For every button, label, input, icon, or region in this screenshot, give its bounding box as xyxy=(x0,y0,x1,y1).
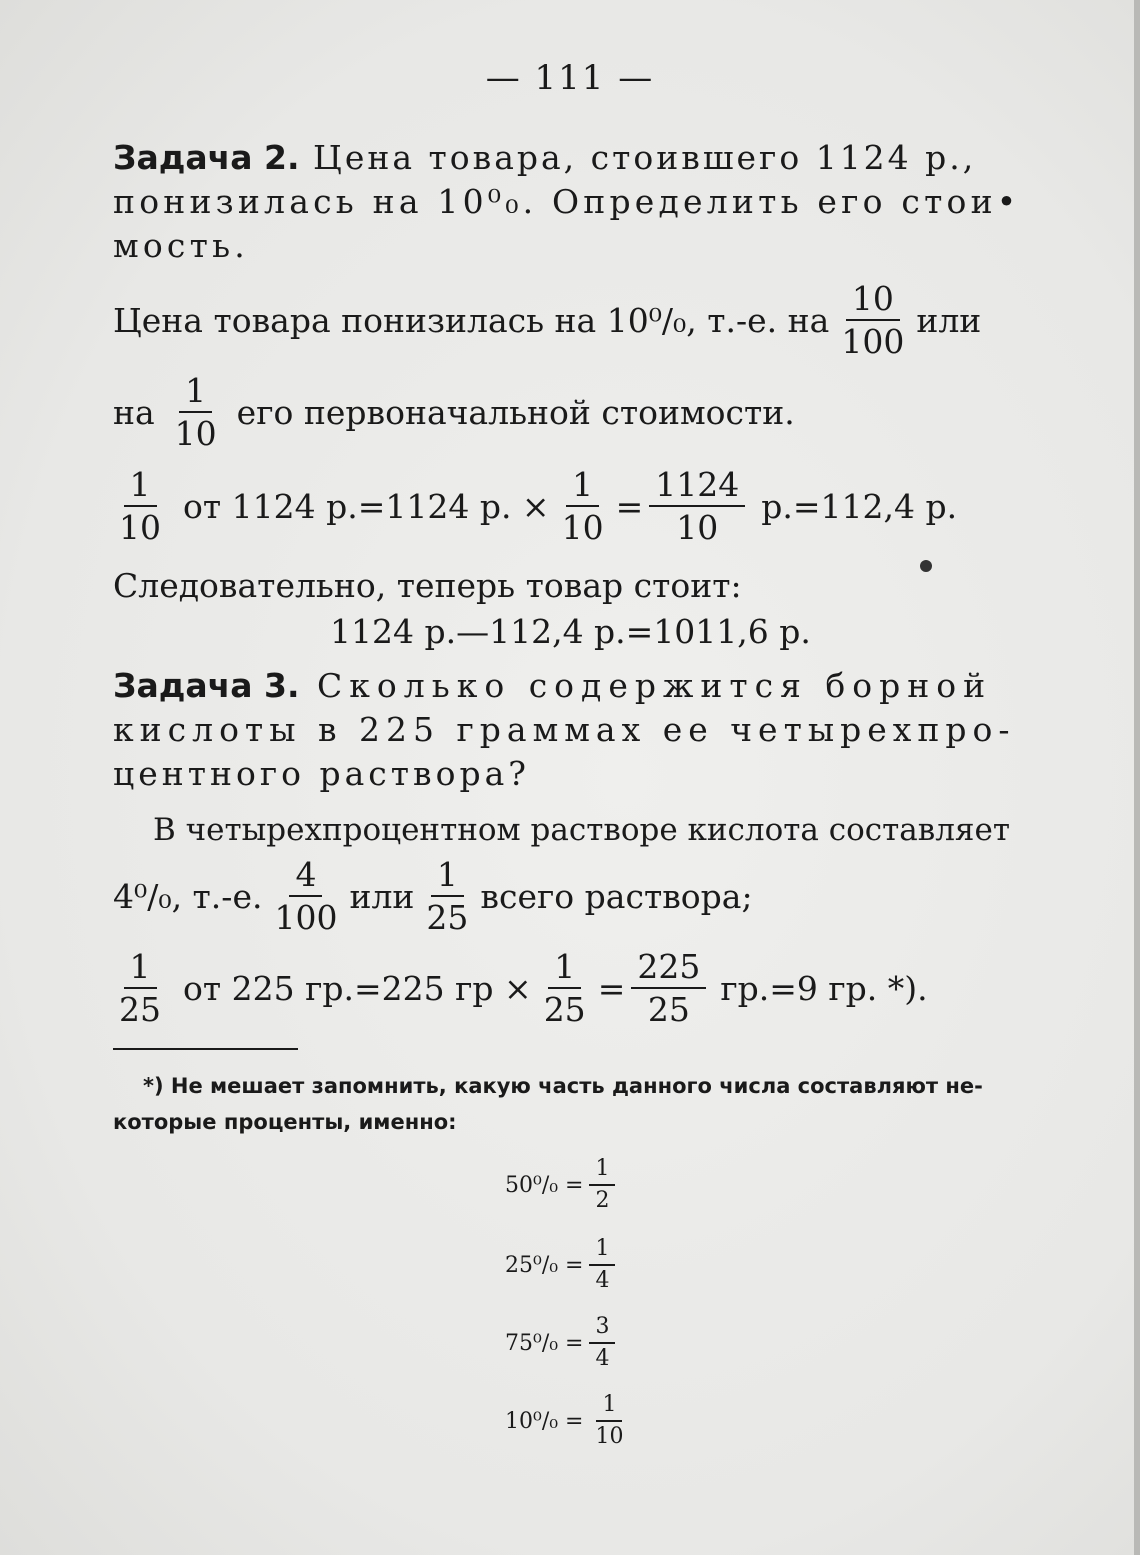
fraction-4-100: $\frac{4}{100}$ xyxy=(274,855,338,937)
eq-fraction-2: $\frac{1}{10}$ xyxy=(561,465,604,547)
task3-text-3: центного раствора? xyxy=(113,754,530,793)
sol2-text-2b: его первоначальной стоимости. xyxy=(236,392,795,432)
task3-text-2: кислоты в 225 граммах ее четырехпро- xyxy=(113,710,1016,749)
sol2-result xyxy=(330,610,930,654)
eq3-fraction-1: $\frac{1}{25}$ xyxy=(119,947,161,1029)
fraction-1-10: $\frac{1}{10}$ xyxy=(174,371,217,453)
eq3-equals: = xyxy=(597,968,626,1008)
task3-label: Задача 3. xyxy=(113,666,300,705)
sol3-text-2b: или xyxy=(349,876,415,916)
page-number: — 111 — xyxy=(485,58,655,98)
task2-label: Задача 2. xyxy=(113,138,300,177)
sol2-line-1 xyxy=(113,279,1053,361)
percent-row-25: 25⁰/₀ = $\frac{1}{4}$ xyxy=(505,1238,621,1292)
eq3-text-a: от 225 гр.=225 гр × xyxy=(183,968,532,1008)
eq3-text-b: гр.=9 гр. *). xyxy=(720,968,928,1008)
sol2-conclusion xyxy=(113,564,1053,608)
eq3-fraction-3: $\frac{225}{25}$ xyxy=(631,950,706,1026)
sol2-text-5: 1124 р.—112,4 р.=1011,6 р. xyxy=(330,612,811,651)
sol2-text-2a: на xyxy=(113,392,155,432)
sol2-text-1a: Цена товара понизилась на 10⁰/₀, т.-е. на xyxy=(113,300,830,340)
task3-statement xyxy=(113,664,1053,796)
sol3-text-2a: 4⁰/₀, т.-е. xyxy=(113,876,263,916)
sol2-text-4: Следовательно, теперь товар стоит: xyxy=(113,566,742,605)
sol2-line-2 xyxy=(113,371,795,453)
sol3-text-2c: всего раствора; xyxy=(480,876,753,916)
task2-statement xyxy=(113,136,1053,268)
eq-fraction-1: $\frac{1}{10}$ xyxy=(119,465,161,547)
percent-row-75: 75⁰/₀ = $\frac{3}{4}$ xyxy=(505,1316,621,1370)
fraction-10-100: $\frac{10}{100}$ xyxy=(841,279,905,361)
footnote-text-2: которые проценты, именно: xyxy=(113,1110,457,1134)
task3-text-1: Сколько содержится борной xyxy=(299,666,993,705)
eq-equals: = xyxy=(615,486,644,526)
task2-text-1: Цена товара, стоившего 1124 р., xyxy=(299,138,977,177)
eq-fraction-3: $\frac{1124}{10}$ xyxy=(649,468,745,544)
sol3-line-2 xyxy=(113,855,753,937)
sol2-equation xyxy=(113,465,958,547)
sol2-text-1b: или xyxy=(916,300,982,340)
footnote-divider xyxy=(113,1048,298,1050)
task2-text-3: мость. xyxy=(113,226,249,265)
fraction-1-25: $\frac{1}{25}$ xyxy=(426,855,469,937)
eq-text-a: от 1124 р.=1124 р. × xyxy=(183,486,550,526)
eq-text-b: р.=112,4 р. xyxy=(761,486,958,526)
footnote-text-1: *) Не мешает запомнить, какую часть данного числа составляют не- xyxy=(143,1074,983,1098)
footnote xyxy=(113,1068,1043,1140)
percent-row-50: 50⁰/₀ = $\frac{1}{2}$ xyxy=(505,1158,621,1212)
task2-text-2: понизилась на 10⁰₀. Определить его стои• xyxy=(113,182,1021,221)
sol3-line-1-block xyxy=(113,808,1053,852)
sol3-text-1: В четырехпроцентном растворе кислота составляет xyxy=(153,812,1010,848)
eq3-fraction-2: $\frac{1}{25}$ xyxy=(543,947,586,1029)
ink-blot xyxy=(920,560,932,572)
percent-row-10: 10⁰/₀ = $\frac{1}{10}$ xyxy=(505,1392,624,1449)
sol3-equation xyxy=(113,947,928,1029)
